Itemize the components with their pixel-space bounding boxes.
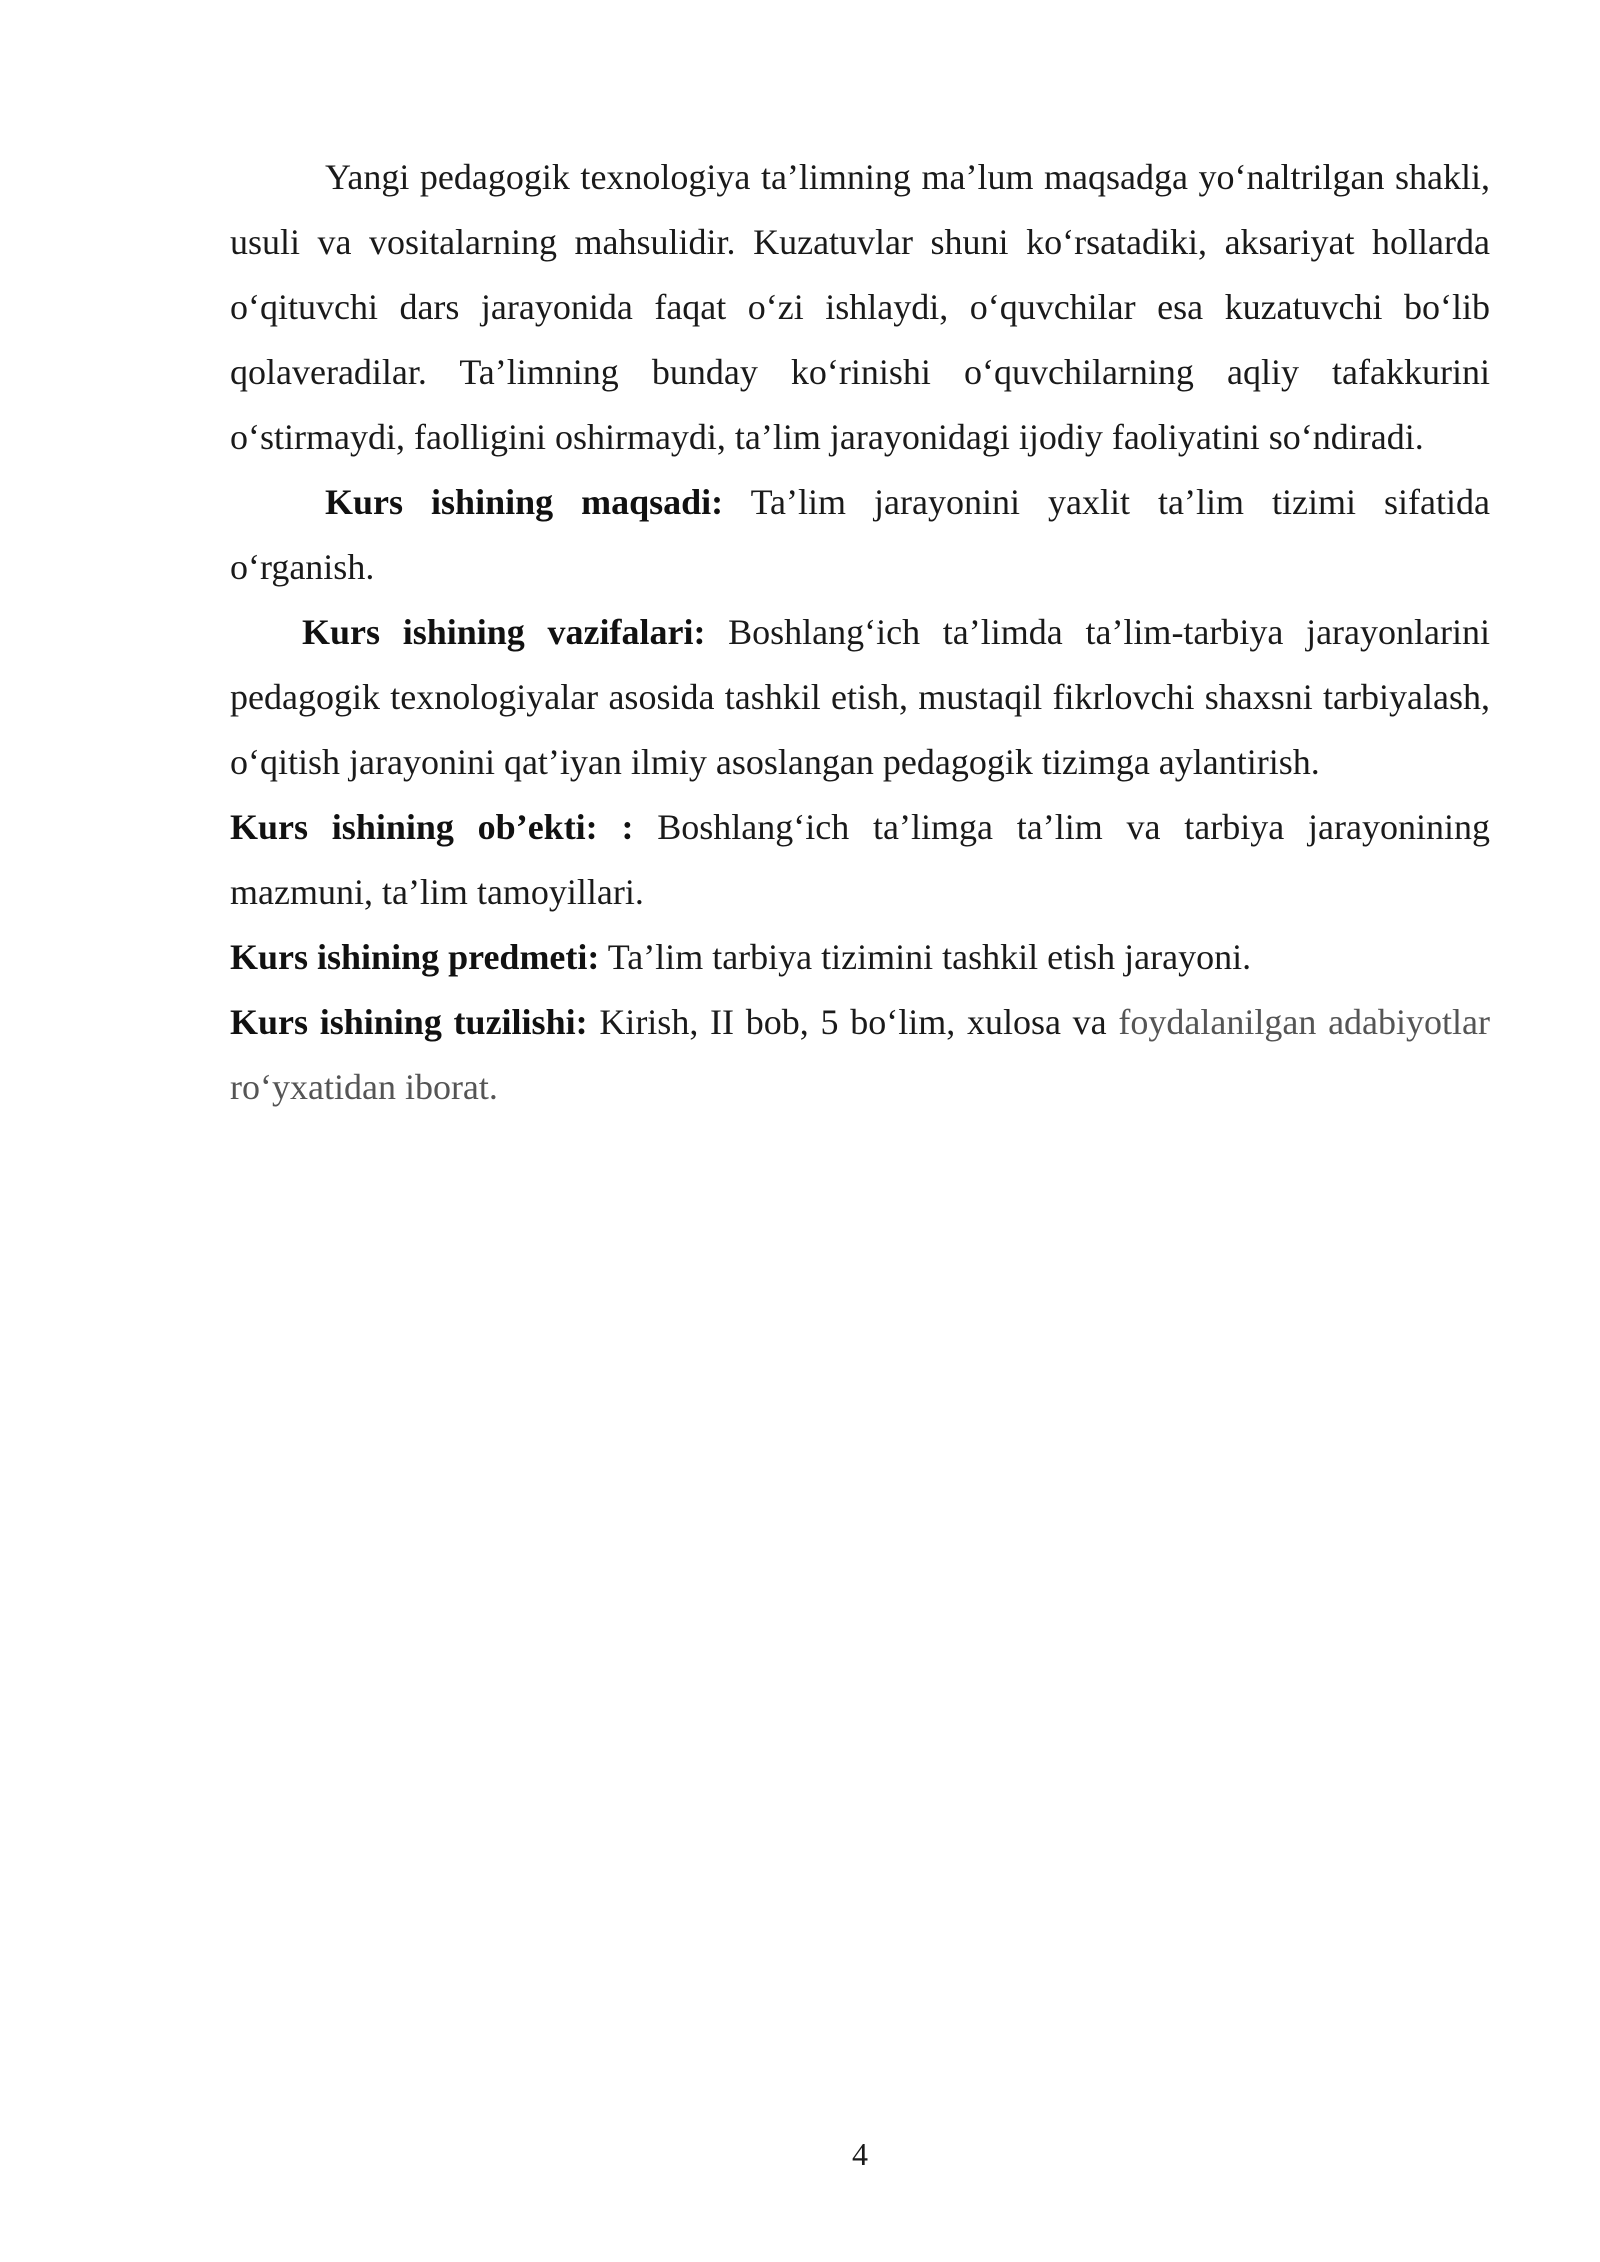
structure-label: Kurs ishining tuzilishi: <box>230 1002 588 1042</box>
object-label: Kurs ishining ob’ekti: : <box>230 807 634 847</box>
subject-paragraph <box>230 925 1490 990</box>
subject-text: Ta’lim tarbiya tizimini tashkil etish jarayoni. <box>599 937 1252 977</box>
goal-label: Kurs ishining maqsadi: <box>325 482 724 522</box>
structure-paragraph <box>230 990 1490 1120</box>
goal-paragraph <box>230 470 1490 600</box>
intro-paragraph-text: Yangi pedagogik texnologiya ta’limning ma’lum maqsadga yo‘naltrilgan shakli, usuli va vositalarning mahsulidir. Kuzatuvlar shuni ko‘rsatadiki, aksariyat hollarda o‘qituvchi dars jarayonida faqat o‘zi ishlaydi, o‘quvchilar esa kuzatuvchi bo‘lib qolaveradilar. Ta’limning bunday ko‘rinishi o‘quvchilarning aqliy tafakkurini o‘stirmaydi, faolligini oshirmaydi, ta’lim jarayonidagi ijodiy faoliyatini so‘ndiradi. <box>230 157 1490 457</box>
structure-text: Kirish, II bob, 5 bo‘lim, xulosa va <box>587 1002 1119 1042</box>
page-number: 4 <box>852 2136 868 2172</box>
object-paragraph <box>230 795 1490 925</box>
tasks-paragraph <box>230 600 1490 795</box>
tasks-label: Kurs ishining vazifalari: <box>302 612 706 652</box>
body-text <box>230 145 1490 1120</box>
intro-paragraph <box>230 145 1490 470</box>
subject-label: Kurs ishining predmeti: <box>230 937 600 977</box>
structure-text-faded: foydalanilgan adabiyotlar ro‘yxatidan iborat. <box>230 1002 1490 1107</box>
object-text: Boshlang‘ich ta’limga ta’lim va tarbiya jarayonining mazmuni, ta’lim tamoyillari. <box>230 807 1490 912</box>
tasks-text: Boshlang‘ich ta’limda ta’lim-tarbiya jarayonlarini pedagogik texnologiyalar asosida tashkil etish, mustaqil fikrlovchi shaxsni tarbiyalash, o‘qitish jarayonini qat’iyan ilmiy asoslangan pedagogik tizimga aylantirish. <box>230 612 1490 782</box>
goal-text: Ta’lim jarayonini yaxlit ta’lim tizimi sifatida o‘rganish. <box>230 482 1490 587</box>
